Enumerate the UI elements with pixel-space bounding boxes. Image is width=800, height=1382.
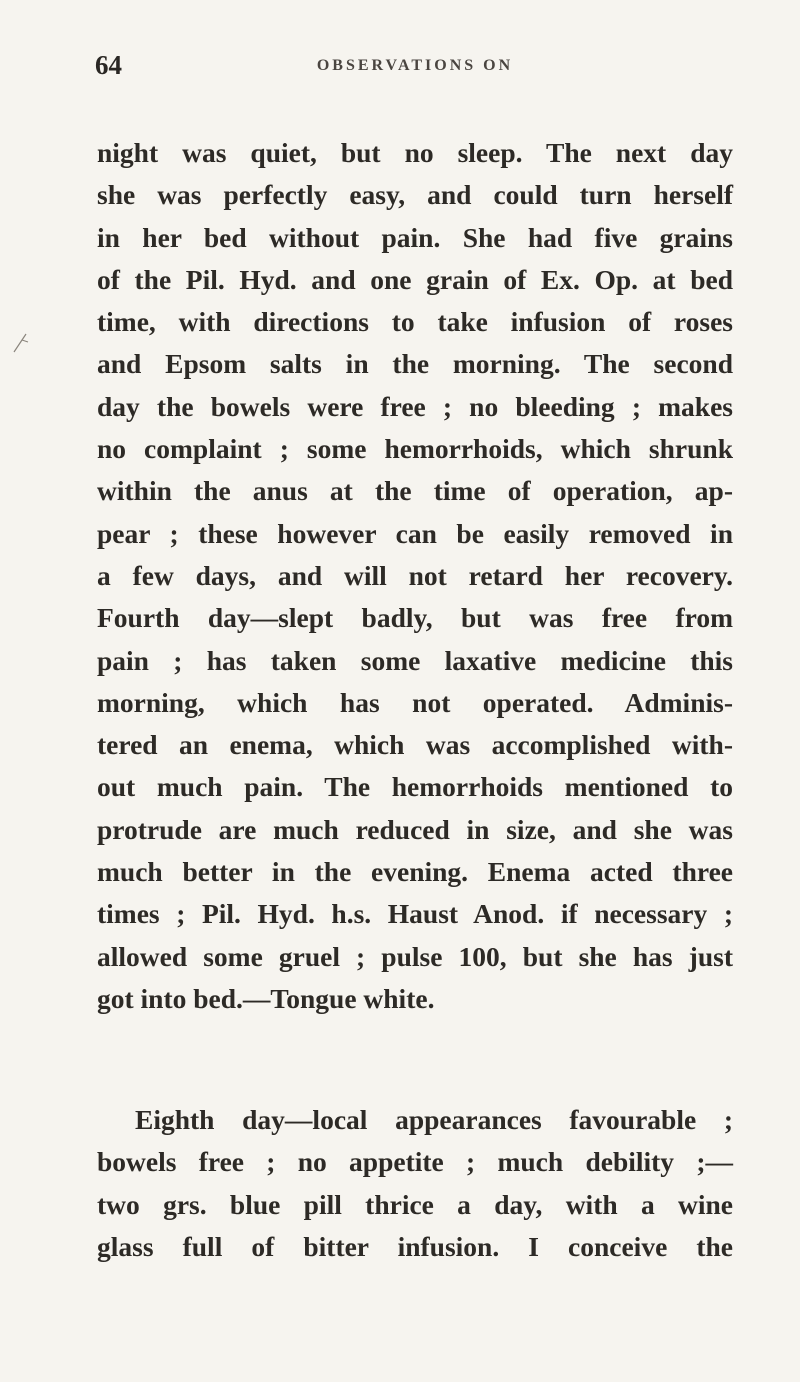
- text-line: and Epsom salts in the morning. The second: [97, 348, 733, 380]
- text-line: bowels free ; no appetite ; much debility ;—: [97, 1146, 733, 1178]
- text-line: she was perfectly easy, and could turn herself: [97, 179, 733, 211]
- text-line: Eighth day—local appearances favourable ;: [135, 1104, 733, 1135]
- running-title: OBSERVATIONS ON: [316, 57, 514, 74]
- text-line: out much pain. The hemorrhoids mentioned to: [97, 771, 733, 803]
- text-line: pear ; these however can be easily removed in: [97, 517, 733, 549]
- text-line: within the anus at the time of operation, ap-: [97, 475, 733, 507]
- margin-mark-icon: [12, 328, 38, 354]
- text-line: of the Pil. Hyd. and one grain of Ex. Op. at bed: [97, 263, 733, 295]
- text-line: allowed some gruel ; pulse 100, but she has just: [97, 940, 733, 972]
- paragraph-1: [97, 132, 733, 1020]
- text-line: a few days, and will not retard her recovery.: [97, 559, 733, 591]
- text-line: morning, which has not operated. Adminis-: [97, 686, 733, 718]
- text-line: no complaint ; some hemorrhoids, which shrunk: [97, 433, 733, 465]
- text-line: tered an enema, which was accomplished with-: [97, 729, 733, 761]
- paragraph-2: [97, 1099, 733, 1268]
- text-line: pain ; has taken some laxative medicine this: [97, 644, 733, 676]
- text-line: times ; Pil. Hyd. h.s. Haust Anod. if necessary ;: [97, 898, 733, 930]
- text-line: in her bed without pain. She had five grains: [97, 221, 733, 253]
- text-line: day the bowels were free ; no bleeding ; makes: [97, 390, 733, 422]
- page-number: 64: [95, 50, 122, 80]
- text-line: much better in the evening. Enema acted three: [97, 856, 733, 888]
- text-line: glass full of bitter infusion. I conceive the: [97, 1230, 733, 1262]
- text-line: two grs. blue pill thrice a day, with a wine: [97, 1188, 733, 1220]
- running-head: [95, 50, 735, 90]
- text-line: Fourth day—slept badly, but was free from: [97, 602, 733, 634]
- text-line: got into bed.—Tongue white.: [97, 982, 435, 1014]
- text-line: night was quiet, but no sleep. The next day: [97, 137, 733, 168]
- text-line: time, with directions to take infusion of roses: [97, 306, 733, 338]
- text-line: protrude are much reduced in size, and she was: [97, 813, 733, 845]
